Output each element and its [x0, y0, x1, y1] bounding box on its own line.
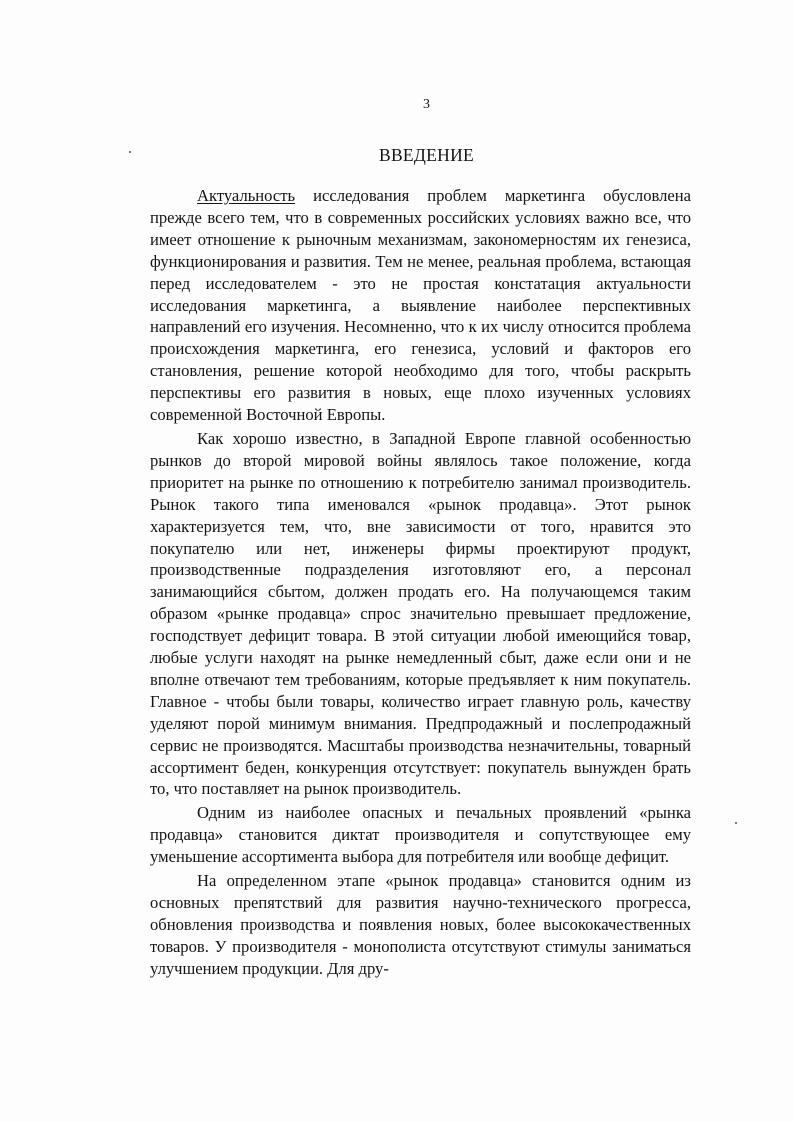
body-text: [150, 185, 691, 980]
scan-speck: [129, 151, 131, 153]
paragraph-4: На определенном этапе «рынок продавца» становится одним из основных препятствий для развития научно-технического прогресса, обновления производства и появления новых, более высококачественных товаров. У производителя - монополиста отсутствуют стимулы заниматься улучшением продукции. Для дру-: [150, 871, 691, 978]
paragraph-1: [150, 185, 691, 426]
page-number: 3: [423, 97, 430, 112]
paragraph-3: Одним из наиболее опасных и печальных проявлений «рынка продавца» становится диктат производителя и сопутствующее ему уменьшение ассортимента выбора для потребителя или вообще дефицит.: [150, 803, 691, 867]
paragraph-2: Как хорошо известно, в Западной Европе главной особенностью рынков до второй мировой войны являлось такое положение, когда приоритет на рынке по отношению к потребителю занимал производитель. Рынок такого типа именовался «рынок продавца». Этот рынок характеризуется тем, что, вне зависимости от того, нравится это покупателю или нет, инженеры фирмы проектируют продукт, производственные подразделения изготовляют его, а персонал занимающийся сбытом, должен продать его. На получающемся таким образом «рынке продавца» спрос значительно превышает предложение, господствует дефицит товара. В этой ситуации любой имеющийся товар, любые услуги находят на рынке немедленный сбыт, даже если они и не вполне отвечают тем требованиям, которые предъявляет к ним покупатель. Главное - чтобы были товары, количество играет главную роль, качеству уделяют порой минимум внимания. Предпродажный и послепродажный сервис не производятся. Масштабы производства незначительны, товарный ассортимент беден, конкуренция отсутствует: покупатель вынужден брать то, что поставляет на рынок производитель.: [150, 428, 691, 799]
paragraph-1-text: исследования проблем маркетинга обусловлена прежде всего тем, что в современных российских условиях важно все, что имеет отношение к рыночным механизмам, закономерностям их генезиса, функционирования и развития. Тем не менее, реальная проблема, встающая перед исследователем - это не простая констатация актуальности исследования маркетинга, а выявление наиболее перспективных направлений его изучения. Несомненно, что к их числу относится проблема происхождения маркетинга, его генезиса, условий и факторов его становления, решение которой необходимо для того, чтобы раскрыть перспективы его развития в новых, еще плохо изученных условиях современной Восточной Европы.: [150, 186, 691, 425]
section-heading: ВВЕДЕНИЕ: [378, 145, 475, 165]
scan-speck: [735, 822, 737, 824]
paragraph-1-lead-word: Актуальность: [197, 186, 296, 205]
